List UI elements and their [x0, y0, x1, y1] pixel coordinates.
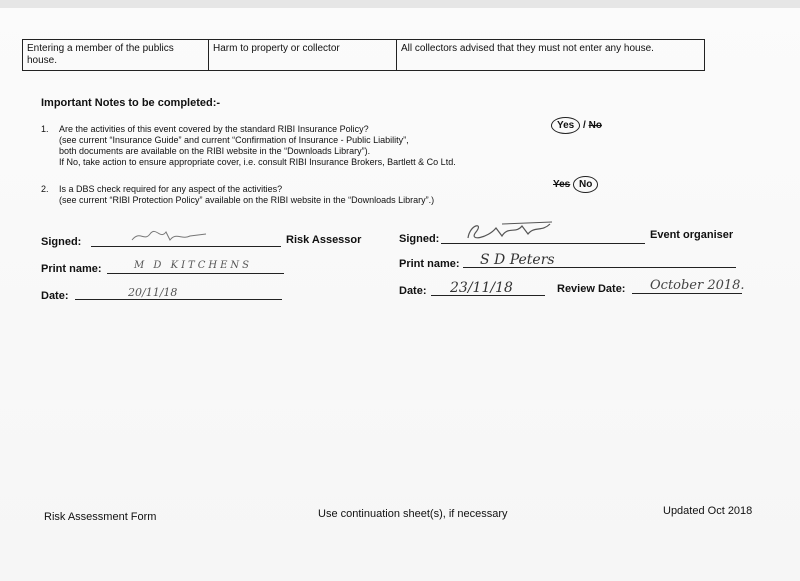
hazard-cell: Entering a member of the publics house. [23, 40, 209, 70]
question-line: (see current “RIBI Protection Policy” available on the RIBI website in the “Downloads Library”.) [59, 195, 435, 205]
question-line: both documents are available on the RIBI website in the “Downloads Library”). [59, 146, 371, 156]
footer-updated: Updated Oct 2018 [663, 505, 753, 517]
assessor-signature-scribble [130, 228, 210, 244]
assessor-date-line [75, 285, 282, 300]
yes-struck: Yes [553, 179, 571, 190]
organiser-print-name: S D Peters [480, 252, 555, 268]
control-cell: All collectors advised that they must not enter any house. [401, 43, 654, 54]
answer-1 [551, 117, 602, 134]
assessor-print-name: M D KITCHENS [134, 260, 252, 271]
no-struck: No [588, 120, 602, 131]
question-line: If No, take action to ensure appropriate cover, i.e. consult RIBI Insurance Brokers, Bartlett & Co Ltd. [59, 157, 456, 167]
assessor-date-label: Date: [41, 290, 69, 302]
assessor-date: 20/11/18 [128, 286, 178, 299]
footer-continuation-note: Use continuation sheet(s), if necessary [318, 508, 508, 520]
question-1 [41, 124, 601, 172]
assessor-print-label: Print name: [41, 263, 102, 275]
no-circled: No [573, 176, 598, 193]
question-2 [41, 184, 601, 208]
answer-slash: / [583, 120, 586, 131]
footer-form-name: Risk Assessment Form [44, 511, 157, 523]
event-organiser-label: Event organiser [650, 229, 734, 241]
review-date-label: Review Date: [557, 283, 626, 295]
organiser-date-label: Date: [399, 285, 427, 297]
assessor-signed-label: Signed: [41, 236, 82, 248]
organiser-signature-scribble [462, 220, 562, 242]
scan-edge [0, 0, 800, 8]
notes-heading: Important Notes to be completed:- [41, 97, 221, 109]
question-number: 2. [41, 184, 49, 194]
question-line: Is a DBS check required for any aspect of the activities? [59, 184, 283, 194]
risk-assessor-label: Risk Assessor [286, 234, 362, 246]
organiser-date: 23/11/18 [450, 280, 513, 296]
yes-circled: Yes [551, 117, 580, 134]
organiser-signed-label: Signed: [399, 233, 440, 245]
risk-table-row [22, 39, 705, 71]
question-line: Are the activities of this event covered by the standard RIBI Insurance Policy? [59, 124, 369, 134]
question-number: 1. [41, 124, 49, 134]
answer-2 [553, 176, 598, 193]
risk-cell: Harm to property or collector [209, 40, 397, 70]
review-date-value: October 2018. [650, 278, 745, 293]
organiser-print-label: Print name: [399, 258, 460, 270]
question-line: (see current “Insurance Guide” and current “Confirmation of Insurance - Public Liability”, [59, 135, 409, 145]
